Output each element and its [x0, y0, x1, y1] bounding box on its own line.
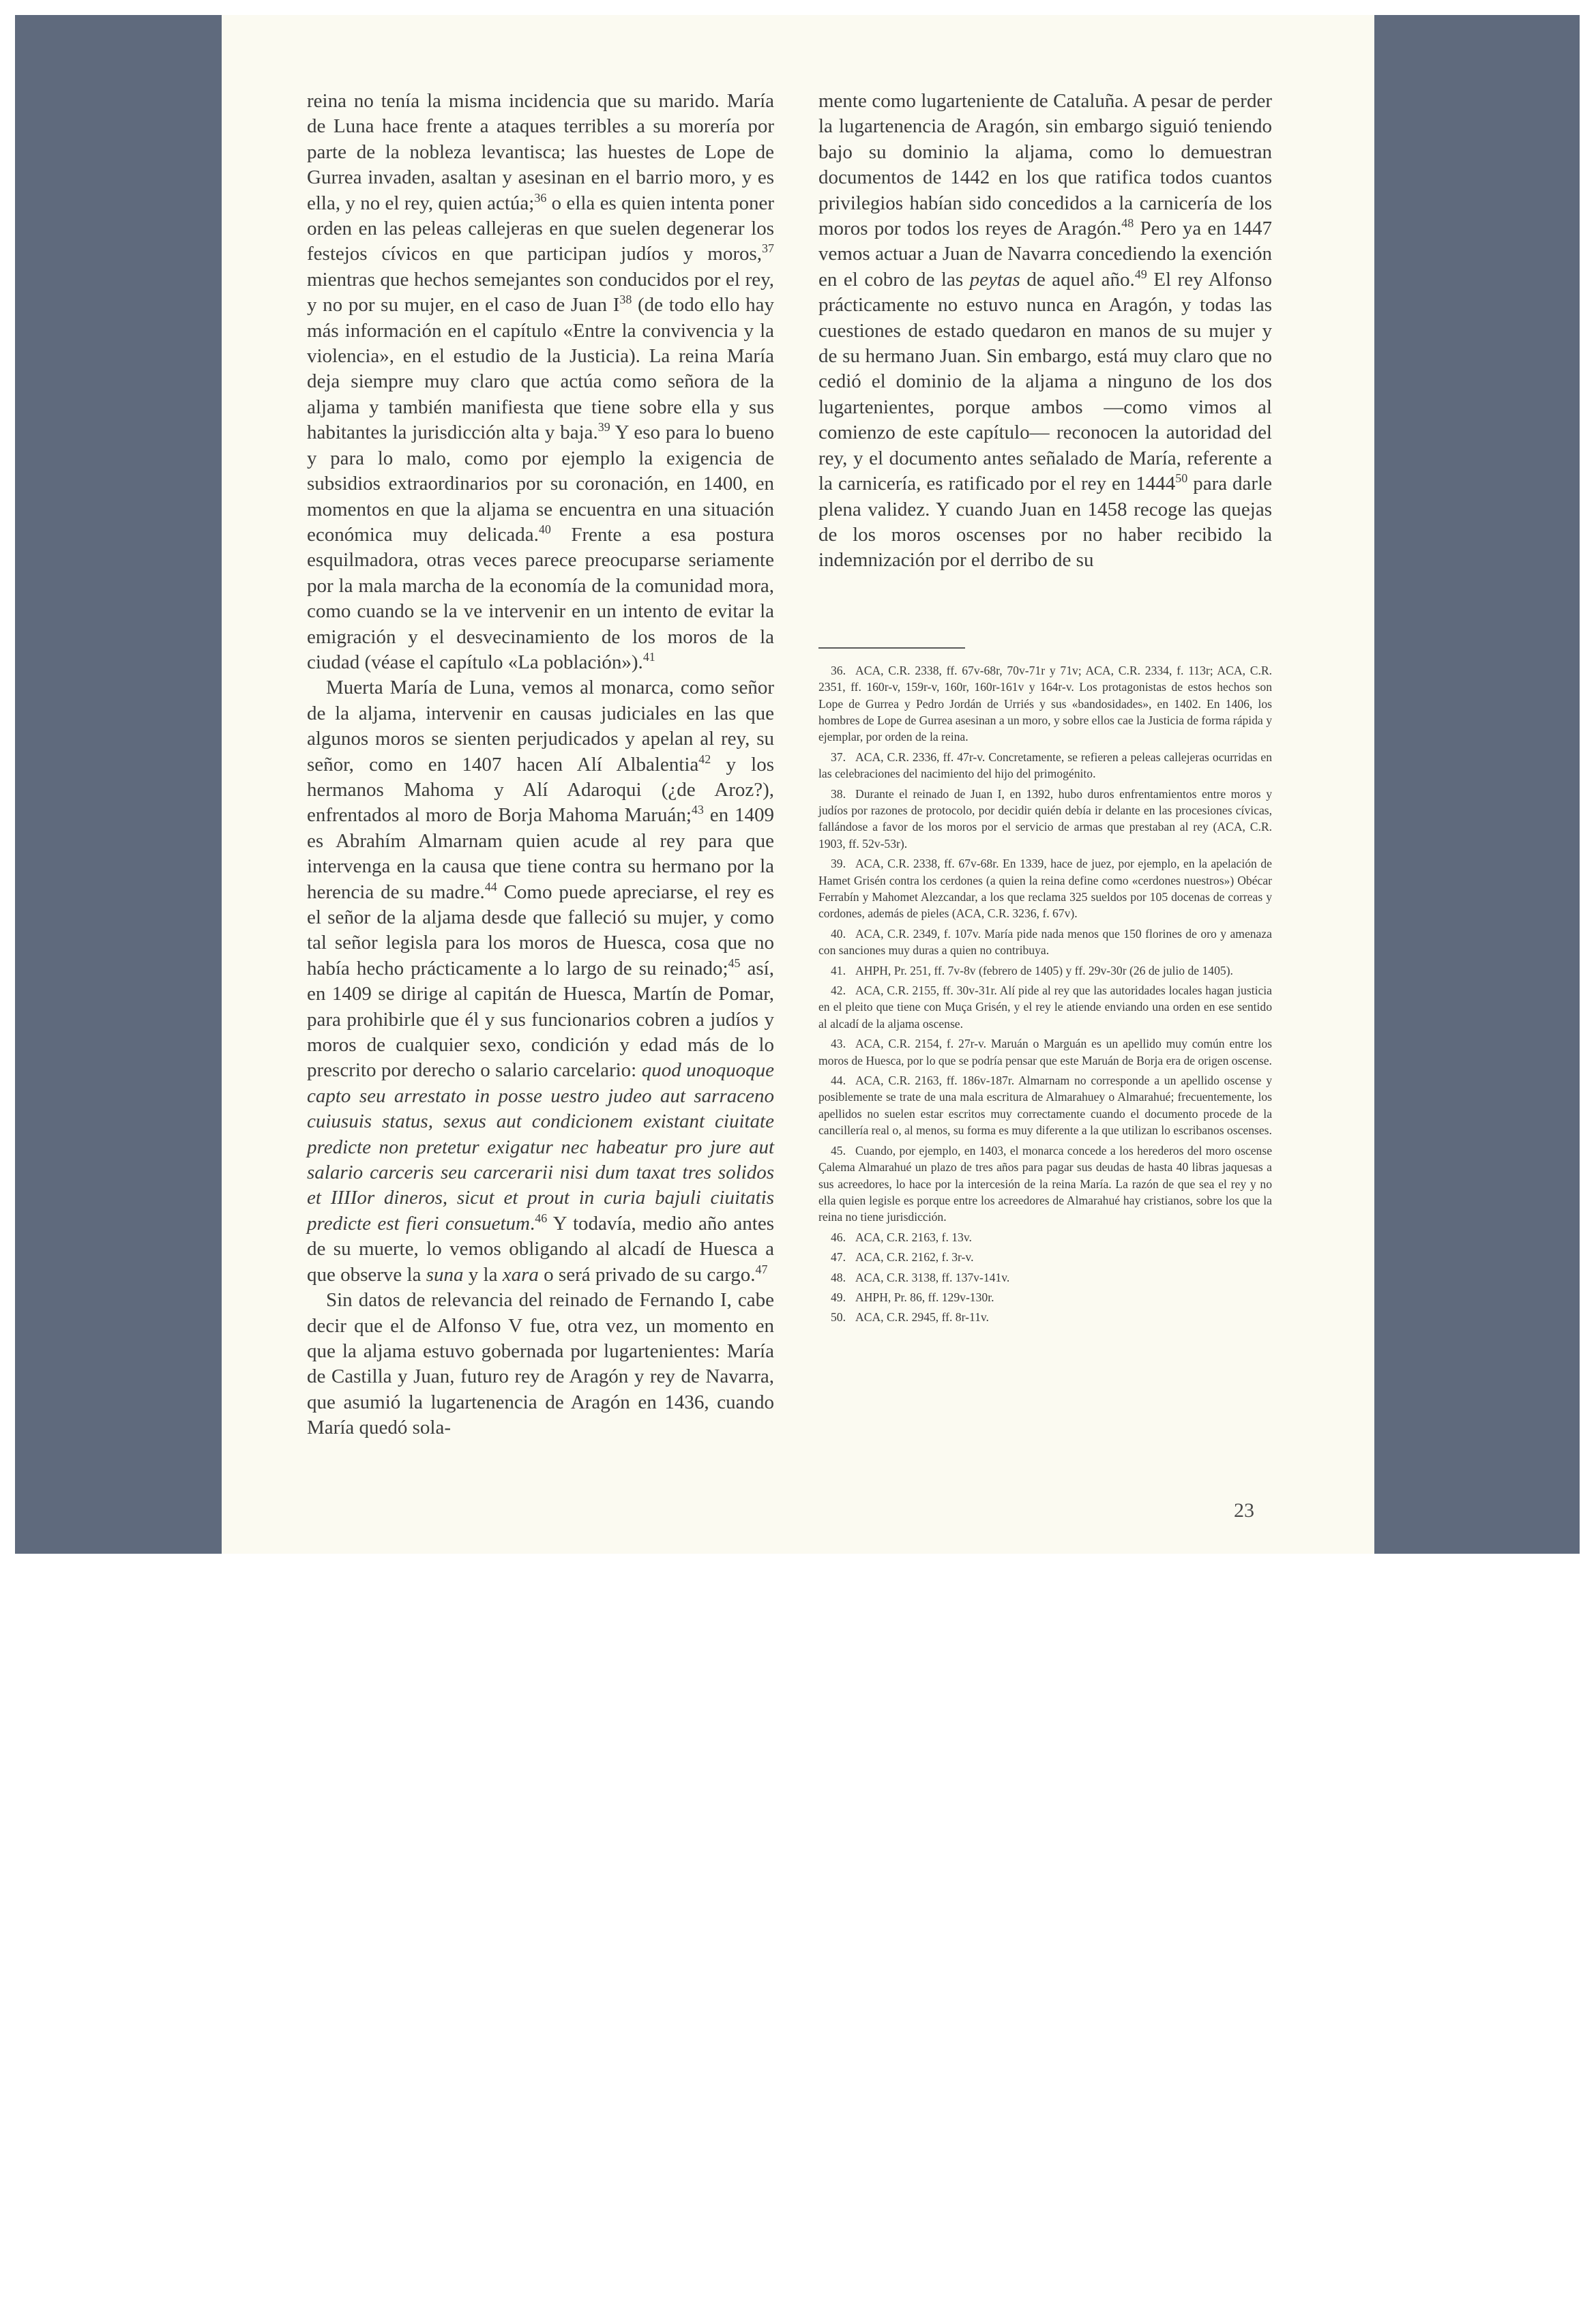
paragraph-1: reina no tenía la misma incidencia que su marido. María de Luna hace frente a ataques terribles a su morería por parte de la nobleza levantisca; las huestes de Lope de Gurrea invaden, asaltan y asesinan en el barrio moro, y es ella, y no el rey, quien actúa;$^{36}$ o ella es quien intenta poner orden en las peleas callejeras en que suelen degenerar los festejos cívicos en que participan judíos y moros,$^{37}$ mientras que hechos semejantes son conducidos por el rey, y no por su mujer, en el caso de Juan $I^{38}$ (de todo ello hay más información en el capítulo «Entre la convivencia y la violencia», en el estudio de la Justicia). La reina María deja siempre muy claro que actúa como señora de la aljama y también manifiesta que tiene sobre ella y sus habitantes la jurisdicción alta y baja.$^{39}$ Y eso para lo bueno y para lo malo, como por ejemplo la exigencia de subsidios extraordinarios por su coronación, en 1400, en momentos en que la aljama se encuentra en una situación económica muy delicada.$^{40}$ Frente a esa postura esquilmadora, otras veces parece preocuparse seriamente por la mala marcha de la economía de la comunidad mora, como cuando se la ve intervenir en un intento de evitar la emigración y el desvecinamiento de los moros de la ciudad (véase el capítulo «La población»).$^{41}$ — [307, 90, 775, 673]
footnote-number: 38. — [831, 786, 846, 801]
paragraph-2: Muerta María de Luna, vemos al monarca, como señor de la aljama, intervenir en causas judiciales en las que algunos moros se sienten perjudicados y apelan al rey, su señor, como en 1407 hacen Alí Albalentia$^{42}$ y los hermanos Mahoma y Alí Adaroqui (¿de Aroz?), enfrentados al moro de Borja Mahoma Maruán;$^{43}$ en 1409 es Abrahím Almarnam quien acude al rey para que intervenga en la causa que tiene contra su hermano por la herencia de su madre.$^{44}$ Como puede apreciarse, el rey es el señor de la aljama desde que falleció su mujer, y como tal señor legisla para los moros de Huesca, cosa que no había hecho prácticamente a lo largo de su reinado;$^{45}$ así, en 1409 se dirige al capitán de Huesca, Martín de Pomar, para prohibirle que él y sus funcionarios cobren a judíos y moros de cualquier sexo, condición y edad más de lo prescrito por derecho o salario carcelario: quod unoquoque capto seu arrestato in posse uestro judeo aut sarraceno cuiusuis status, sexus aut condicionem existant ciuitate predicte non pretetur exigatur nec habeatur pro jure aut salario carceris seu carcerarii nisi dum taxat tres solidos et IIIIor dineros, sicut et prout in curia bajuli ciuitatis predicte est fieri consuetum.$^{46}$ Y todavía, medio año antes de su muerte, lo vemos obligando al alcadí de Huesca a que observe la suna y la xara o será privado de su cargo.$^{47}$ — [307, 677, 775, 1286]
footnote-number: 36. — [831, 663, 846, 677]
footnote-text: AHPH, Pr. 86, ff. 129v-130r. — [855, 1290, 994, 1304]
footnote-number: 50. — [831, 1310, 846, 1325]
footnote-item — [818, 926, 1272, 959]
footnote-text: ACA, C.R. 2338, ff. 67v-68r. En 1339, hace de juez, por ejemplo, en la apelación de Hamet Grisén contra los cerdones (a quien la reina define como «cerdones nuestros») Obécar Ferrabín y Mahomet Alezcandar, a los que reclama 325 sueldos por 105 docenas de correas y cordones, además de pieles (ACA, C.R. 3236, f. 67v). — [818, 857, 1272, 921]
footnote-text: ACA, C.R. 2162, f. 3r-v. — [855, 1250, 974, 1265]
book-page — [222, 15, 1374, 1554]
footnote-text: ACA, C.R. 2336, ff. 47r-v. Concretamente, se refieren a peleas callejeras ocurridas en las celebraciones del nacimiento del hijo del primogénito. — [818, 750, 1272, 781]
footnote-text: ACA, C.R. 2163, ff. 186v-187r. Almarnam no corresponde a un apellido oscense y posiblemente se trate de una mala escritura de Almarahuey o Almarahué; frecuentemente, los apellidos no suelen estar escritos muy correctamente cuando el documento procede de la cancillería real o, al menos, su forma es muy diferente a la que utilizan lo escribanos oscenses. — [818, 1074, 1272, 1138]
footnote-number: 49. — [831, 1290, 846, 1304]
footnote-item — [818, 982, 1272, 1032]
footnote-item — [818, 1249, 1272, 1265]
footnote-item — [818, 1142, 1272, 1226]
footnotes-list — [818, 662, 1272, 1326]
footnote-text: ACA, C.R. 2163, f. 13v. — [855, 1230, 972, 1244]
footnote-text: ACA, C.R. 2154, f. 27r-v. Maruán o Marguán es un apellido muy común entre los moros de Huesca, por lo que se podría pensar que este Maruán de Borja era de origen oscense. — [818, 1037, 1272, 1067]
footnote-item — [818, 662, 1272, 745]
footnote-text: ACA, C.R. 2338, ff. 67v-68r, 70v-71r y 71v; ACA, C.R. 2334, f. 113r; ACA, C.R. 2351, ff. 160r-v, 159r-v, 160r, 160r-161v y 164r-v. Los protagonistas de estos hechos son Lope de Gurrea y Pedro Jordán de Urriés y sus «bandosidades», en 1402. En 1406, los hombres de Lope de Gurrea asesinan a un moro, y sobre ellos cae la Justicia de forma rápida y ejemplar, por orden de la reina. — [818, 663, 1272, 744]
footnote-number: 44. — [831, 1074, 846, 1088]
paragraph-3: Sin datos de relevancia del reinado de Fernando I, cabe decir que el de Alfonso V fue, otra vez, un momento en que la aljama estuvo gobernada por lugartenientes: María de Castilla y Juan, futuro rey de Aragón y rey de Navarra, que asumió la lugartenencia de Aragón en 1436, cuando María quedó sola- — [307, 1289, 774, 1439]
footnote-item — [818, 786, 1272, 853]
footnote-number: 43. — [831, 1037, 846, 1051]
page-number: 23 — [1234, 1499, 1254, 1522]
footnote-text: Cuando, por ejemplo, en 1403, el monarca concede a los herederos del moro oscense Çalema Almarahué un plazo de tres años para pagar sus deudas de hasta 40 libras jaquesas a sus acreedores, lo hace por la intercesión de la reina María. La razón de que sea el rey y no ella quien legisle es porque entre los acreedores de Almarahué hay cristianos, sobre los que la reina no tiene jurisdicción. — [818, 1143, 1272, 1224]
footnote-number: 46. — [831, 1230, 846, 1244]
paragraph-4: mente como lugarteniente de Cataluña. A pesar de perder la lugartenencia de Aragón, sin embargo siguió teniendo bajo su dominio la aljama, como lo demuestran documentos de 1442 en los que ratifica todos cuantos privilegios habían sido concedidos a la carnicería de los moros por todos los reyes de Aragón.$^{48}$ Pero ya en 1447 vemos actuar a Juan de Navarra concediendo la exención en el cobro de las peytas de aquel año.$^{49}$ El rey Alfonso prácticamente no estuvo nunca en Aragón, y todas las cuestiones de estado quedaron en manos de su mujer y de su hermano Juan. Sin embargo, está muy claro que no cedió el dominio de la aljama a ninguno de los dos lugartenientes, porque ambos —como vimos al comienzo de este capítulo— reconocen la autoridad del rey, y el documento antes señalado de María, referente a la carnicería, es ratificado por el rey en 1444$^{50}$ para darle plena validez. Y cuando Juan en 1458 recoge las quejas de los moros oscenses por no haber recibido la indemnización por el derribo de su — [818, 90, 1272, 572]
footnote-number: 37. — [831, 750, 846, 764]
footnote-item — [818, 1309, 1272, 1325]
footnote-number: 48. — [831, 1270, 846, 1284]
footnote-item — [818, 855, 1272, 922]
left-column — [307, 89, 774, 1441]
footnote-text: ACA, C.R. 3138, ff. 137v-141v. — [855, 1270, 1010, 1284]
footnote-text: Durante el reinado de Juan I, en 1392, hubo duros enfrentamientos entre moros y judíos por razones de protocolo, por decidir quién debía ir delante en las procesiones cívicas, fallándose a favor de los moros por el servicio de armas que prestaban al rey (ACA, C.R. 1903, ff. 52v-53r). — [818, 786, 1272, 851]
footnote-item — [818, 1229, 1272, 1245]
right-column-text — [818, 89, 1272, 574]
footnote-text: AHPH, Pr. 251, ff. 7v-8v (febrero de 1405) y ff. 29v-30r (26 de julio de 1405). — [855, 963, 1233, 977]
footnote-rule — [818, 647, 965, 649]
footnote-item — [818, 1035, 1272, 1069]
footnote-text: ACA, C.R. 2945, ff. 8r-11v. — [855, 1310, 989, 1325]
footnote-number: 47. — [831, 1250, 846, 1265]
footnote-number: 45. — [831, 1143, 846, 1157]
footnote-number: 40. — [831, 926, 846, 941]
footnote-number: 39. — [831, 857, 846, 871]
footnote-item — [818, 749, 1272, 782]
footnote-text: ACA, C.R. 2349, f. 107v. María pide nada menos que 150 florines de oro y amenaza con sanciones muy duras a quien no contribuya. — [818, 926, 1272, 958]
footnote-item — [818, 1269, 1272, 1286]
right-column — [818, 89, 1272, 1329]
footnote-item — [818, 962, 1272, 979]
footnote-text: ACA, C.R. 2155, ff. 30v-31r. Alí pide al rey que las autoridades locales hagan justicia en el pleito que tiene con Muça Grisén, y el rey le atiende enviando una orden en ese sentido al alcadí de la aljama oscense. — [818, 984, 1272, 1031]
footnote-number: 42. — [831, 984, 846, 998]
footnote-item — [818, 1289, 1272, 1305]
footnote-number: 41. — [831, 963, 846, 977]
footnote-item — [818, 1072, 1272, 1139]
